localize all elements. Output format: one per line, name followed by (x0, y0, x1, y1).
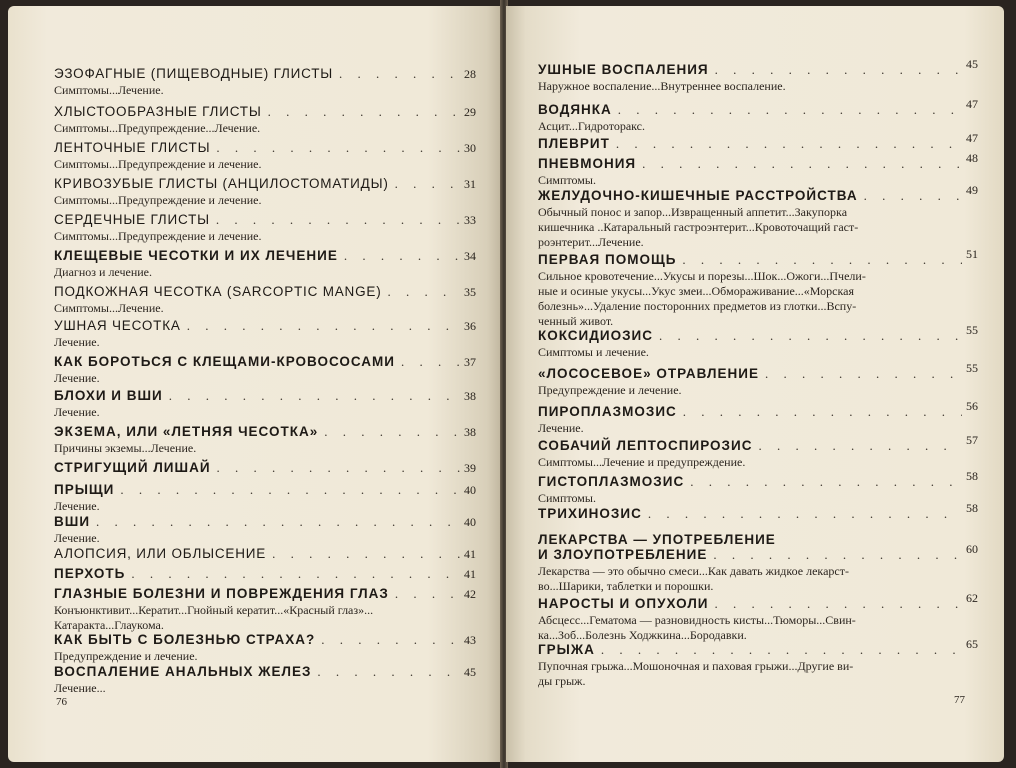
toc-entry-title-continued: И ЗЛОУПОТРЕБЛЕНИЕ (538, 547, 708, 562)
toc-title-line (54, 104, 476, 120)
toc-entry-title: ТРИХИНОЗИС (538, 506, 642, 521)
toc-page-number: 47 (966, 97, 978, 111)
dot-leader (765, 366, 962, 382)
toc-page-number: 58 (966, 469, 978, 483)
toc-entry-description: Симптомы...Предупреждение...Лечение. (54, 121, 261, 135)
toc-page-number: 49 (966, 183, 978, 197)
left-page-number: 76 (56, 696, 67, 708)
toc-entry (54, 664, 476, 696)
toc-entry-title: ПЕРВАЯ ПОМОЩЬ (538, 252, 677, 267)
dot-leader (324, 424, 460, 440)
toc-title-line-2 (538, 542, 978, 563)
toc-entry (538, 532, 978, 594)
dot-leader (864, 188, 962, 204)
toc-entry (54, 586, 476, 633)
toc-entry-title: УШНЫЕ ВОСПАЛЕНИЯ (538, 62, 709, 77)
toc-entry-title: КЛЕЩЕВЫЕ ЧЕСОТКИ И ИХ ЛЕЧЕНИЕ (54, 248, 338, 263)
toc-entry-title: ЛЕНТОЧНЫЕ ГЛИСТЫ (54, 140, 211, 155)
dot-leader (216, 140, 460, 156)
toc-entry-title: ЖЕЛУДОЧНО-КИШЕЧНЫЕ РАССТРОЙСТВА (538, 188, 858, 203)
toc-entry-description: Лечение. (54, 371, 100, 385)
toc-page-number: 55 (966, 323, 978, 337)
toc-page-number: 34 (464, 249, 476, 263)
dot-leader (682, 252, 962, 268)
toc-entry-title: ПИРОПЛАЗМОЗИС (538, 404, 677, 419)
toc-title-line (54, 140, 476, 156)
toc-page-number: 60 (966, 542, 978, 556)
toc-entry-description: Лечение. (54, 531, 100, 545)
toc-entry (538, 399, 978, 436)
toc-page-number: 33 (464, 213, 476, 227)
dot-leader (169, 388, 460, 404)
dot-leader (642, 156, 962, 172)
toc-page-number: 37 (464, 355, 476, 369)
dot-leader (317, 664, 460, 680)
toc-entry (538, 247, 978, 329)
toc-entry-description: Симптомы...Предупреждение и лечение. (54, 157, 262, 171)
toc-entry (538, 637, 978, 689)
toc-entry (54, 632, 476, 664)
toc-entry-description: Предупреждение и лечение. (54, 649, 198, 663)
toc-page-number: 45 (966, 57, 978, 71)
dot-leader (96, 514, 460, 530)
dot-leader (401, 354, 460, 370)
toc-page-number: 41 (464, 547, 476, 561)
dot-leader (388, 284, 460, 300)
toc-entry (538, 323, 978, 360)
toc-entry-description: Симптомы...Предупреждение и лечение. (54, 229, 262, 243)
toc-entry (54, 104, 476, 136)
toc-entry (54, 140, 476, 172)
toc-entry-title: ПОДКОЖНАЯ ЧЕСОТКА (SARCOPTIC MANGE) (54, 284, 382, 299)
toc-title-line (538, 57, 978, 78)
toc-entry-title: ГРЫЖА (538, 642, 595, 657)
toc-page-number: 38 (464, 425, 476, 439)
toc-title-line (538, 361, 978, 382)
toc-entry-title: ЛЕКАРСТВА — УПОТРЕБЛЕНИЕ (538, 532, 776, 547)
toc-entry-description: Симптомы. (538, 173, 596, 187)
toc-entry-title: КОКСИДИОЗИС (538, 328, 653, 343)
toc-entry-title: ХЛЫСТООБРАЗНЫЕ ГЛИСТЫ (54, 104, 262, 119)
toc-entry-description: Предупреждение и лечение. (538, 383, 682, 397)
toc-entry (54, 212, 476, 244)
toc-page-number: 36 (464, 319, 476, 333)
toc-page-number: 38 (464, 389, 476, 403)
toc-entry (538, 97, 978, 134)
dot-leader (339, 66, 460, 82)
toc-entry-title: СЕРДЕЧНЫЕ ГЛИСТЫ (54, 212, 210, 227)
toc-title-line (538, 247, 978, 268)
toc-page-number: 31 (464, 177, 476, 191)
dot-leader (187, 318, 460, 334)
toc-page-number: 39 (464, 461, 476, 475)
toc-entry-title: ГЛАЗНЫЕ БОЛЕЗНИ И ПОВРЕЖДЕНИЯ ГЛАЗ (54, 586, 389, 601)
dot-leader (131, 566, 460, 582)
toc-entry-title: УШНАЯ ЧЕСОТКА (54, 318, 181, 333)
toc-title-line (538, 323, 978, 344)
dot-leader (344, 248, 460, 264)
toc-entry-title: ГИСТОПЛАЗМОЗИС (538, 474, 685, 489)
toc-entry (538, 433, 978, 470)
toc-entry-description: Симптомы. (538, 491, 596, 505)
toc-page-number: 62 (966, 591, 978, 605)
toc-entry-title: КАК БЫТЬ С БОЛЕЗНЬЮ СТРАХА? (54, 632, 316, 647)
toc-page-number: 48 (966, 151, 978, 165)
dot-leader (321, 632, 460, 648)
dot-leader (690, 474, 962, 490)
toc-entry-title: ПНЕВМОНИЯ (538, 156, 637, 171)
toc-entry (538, 57, 978, 94)
toc-title-line (54, 284, 476, 300)
toc-title-line (54, 664, 476, 680)
toc-entry-title: СТРИГУЩИЙ ЛИШАЙ (54, 460, 211, 475)
dot-leader (648, 506, 962, 522)
toc-entry (538, 361, 978, 398)
toc-title-line (538, 501, 978, 522)
toc-entry-description: Сильное кровотечение...Укусы и порезы...Шок...Ожоги...Пчели- ные и осиные укусы...Укус змеи...Обмораживание...«Морская болезнь»...Удаление посторонних предметов из глотки...Вспу- ченный живот. (538, 269, 866, 328)
toc-entry (538, 501, 978, 522)
toc-entry-description: Лекарства — это обычно смеси...Как давать жидкое лекарст- во...Шарики, таблетки и порошки. (538, 564, 849, 593)
toc-entry-title: БЛОХИ И ВШИ (54, 388, 163, 403)
toc-entry-title: ПЛЕВРИТ (538, 136, 610, 151)
dot-leader (715, 62, 962, 78)
toc-entry (538, 591, 978, 643)
toc-entry (538, 131, 978, 152)
toc-entry (54, 482, 476, 514)
dot-leader (683, 404, 962, 420)
toc-page-number: 29 (464, 105, 476, 119)
dot-leader (659, 328, 962, 344)
toc-title-line (54, 176, 476, 192)
toc-entry-description: Пупочная грыжа...Мошоночная и паховая грыжи...Другие ви- ды грыж. (538, 659, 854, 688)
toc-title-line (538, 637, 978, 658)
toc-entry (54, 66, 476, 98)
toc-entry (538, 183, 978, 250)
toc-entry-title: ВОДЯНКА (538, 102, 612, 117)
dot-leader (216, 212, 460, 228)
toc-entry (54, 284, 476, 316)
toc-page-number: 45 (464, 665, 476, 679)
toc-page-number: 65 (966, 637, 978, 651)
toc-entry-title: «ЛОСОСЕВОЕ» ОТРАВЛЕНИЕ (538, 366, 759, 381)
toc-title-line (54, 632, 476, 648)
toc-entry-title: ЭКЗЕМА, ИЛИ «ЛЕТНЯЯ ЧЕСОТКА» (54, 424, 319, 439)
dot-leader (395, 176, 460, 192)
toc-title-line (54, 566, 476, 582)
toc-entry-title: СОБАЧИЙ ЛЕПТОСПИРОЗИС (538, 438, 753, 453)
toc-entry-description: Причины экземы...Лечение. (54, 441, 197, 455)
toc-entry-description: Симптомы...Лечение и предупреждение. (538, 455, 746, 469)
toc-entry-description: Симптомы и лечение. (538, 345, 649, 359)
toc-page-number: 30 (464, 141, 476, 155)
toc-title-line (54, 546, 476, 562)
toc-title-line (54, 514, 476, 530)
toc-title-line (54, 424, 476, 440)
toc-title-line (538, 131, 978, 152)
toc-entry-description: Обычный понос и запор...Извращенный аппетит...Закупорка кишечника ..Катаральный гастроэнтерит...Кровоточащий гаст- роэнтерит...Лечение. (538, 205, 859, 249)
toc-entry-title: ПЕРХОТЬ (54, 566, 126, 581)
toc-page-number: 56 (966, 399, 978, 413)
toc-entry (54, 460, 476, 476)
toc-entry (54, 546, 476, 562)
toc-title-line (538, 591, 978, 612)
toc-entry (54, 354, 476, 386)
toc-entry-description: Лечение. (54, 405, 100, 419)
toc-title-line (54, 212, 476, 228)
toc-page-number: 35 (464, 285, 476, 299)
dot-leader (395, 586, 460, 602)
right-toc (506, 6, 1004, 762)
toc-entry-title: КРИВОЗУБЫЕ ГЛИСТЫ (АНЦИЛОСТОМАТИДЫ) (54, 176, 389, 191)
toc-title-line (54, 388, 476, 404)
toc-entry-description: Лечение. (54, 499, 100, 513)
toc-page-number: 55 (966, 361, 978, 375)
toc-entry (538, 469, 978, 506)
toc-page-number: 28 (464, 67, 476, 81)
toc-entry (54, 424, 476, 456)
dot-leader (272, 546, 460, 562)
toc-title-line (54, 354, 476, 370)
toc-entry-title: АЛОПСИЯ, ИЛИ ОБЛЫСЕНИЕ (54, 546, 267, 561)
toc-entry (54, 388, 476, 420)
toc-title-line (538, 183, 978, 204)
toc-title-line (538, 469, 978, 490)
toc-entry (54, 566, 476, 582)
toc-entry-description: Абсцесс...Гематома — разновидность кисты...Тюморы...Свин- ка...Зоб...Болезнь Ходжкина...Бородавки. (538, 613, 856, 642)
left-page (8, 6, 502, 762)
toc-page-number: 42 (464, 587, 476, 601)
right-page-number: 77 (954, 694, 965, 706)
toc-entry (54, 318, 476, 350)
dot-leader (616, 136, 962, 152)
toc-entry-description: Диагноз и лечение. (54, 265, 152, 279)
toc-title-line (538, 151, 978, 172)
toc-entry-description: Симптомы...Лечение. (54, 301, 164, 315)
toc-entry (54, 248, 476, 280)
toc-entry-description: Лечение. (54, 335, 100, 349)
toc-entry-title: КАК БОРОТЬСЯ С КЛЕЩАМИ-КРОВОСОСАМИ (54, 354, 395, 369)
toc-entry-description: Наружное воспаление...Внутреннее воспаление. (538, 79, 786, 93)
toc-title-line (538, 97, 978, 118)
toc-page-number: 58 (966, 501, 978, 515)
toc-title-line (54, 482, 476, 498)
right-page (506, 6, 1004, 762)
toc-title-line (54, 586, 476, 602)
toc-entry (54, 514, 476, 546)
toc-page-number: 41 (464, 567, 476, 581)
left-toc (8, 6, 502, 762)
toc-entry (54, 176, 476, 208)
toc-page-number: 40 (464, 483, 476, 497)
dot-leader (217, 460, 460, 476)
dot-leader (713, 547, 962, 563)
toc-page-number: 47 (966, 131, 978, 145)
toc-entry (538, 151, 978, 188)
toc-entry-description: Симптомы...Предупреждение и лечение. (54, 193, 262, 207)
toc-entry-title: ВШИ (54, 514, 91, 529)
toc-page-number: 43 (464, 633, 476, 647)
toc-title-line (54, 66, 476, 82)
toc-page-number: 51 (966, 247, 978, 261)
dot-leader (268, 104, 460, 120)
toc-entry-description: Асцит...Гидроторакс. (538, 119, 645, 133)
toc-entry-description: Лечение. (538, 421, 584, 435)
dot-leader (758, 438, 962, 454)
toc-page-number: 40 (464, 515, 476, 529)
toc-title-line (54, 460, 476, 476)
dot-leader (120, 482, 460, 498)
toc-title-line (54, 318, 476, 334)
toc-title-line (538, 399, 978, 420)
toc-entry-description: Лечение... (54, 681, 106, 695)
toc-entry-title: ПРЫЩИ (54, 482, 115, 497)
toc-entry-title: ЭЗОФАГНЫЕ (ПИЩЕВОДНЫЕ) ГЛИСТЫ (54, 66, 334, 81)
toc-title-line (538, 532, 978, 547)
dot-leader (715, 596, 962, 612)
toc-title-line (538, 433, 978, 454)
dot-leader (618, 102, 962, 118)
toc-entry-title: НАРОСТЫ И ОПУХОЛИ (538, 596, 709, 611)
toc-entry-description: Конъюнктивит...Кератит...Гнойный кератит...«Красный глаз»... Катаракта...Глаукома. (54, 603, 374, 632)
toc-title-line (54, 248, 476, 264)
dot-leader (601, 642, 962, 658)
toc-entry-title: ВОСПАЛЕНИЕ АНАЛЬНЫХ ЖЕЛЕЗ (54, 664, 312, 679)
toc-page-number: 57 (966, 433, 978, 447)
toc-entry-description: Симптомы...Лечение. (54, 83, 164, 97)
